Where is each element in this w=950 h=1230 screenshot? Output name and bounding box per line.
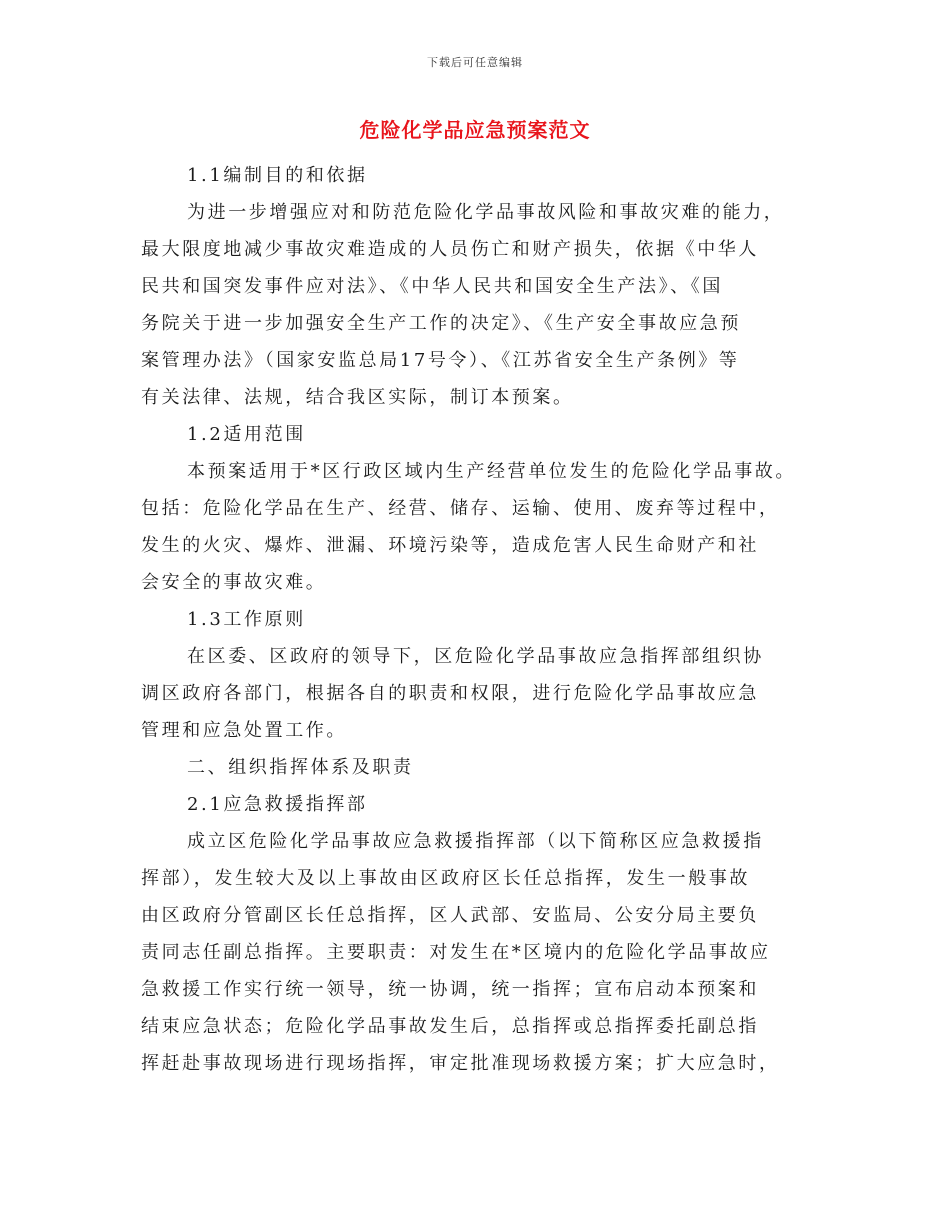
paragraph-line: 调区政府各部门，根据各自的职责和权限，进行危险化学品事故应急 (141, 683, 759, 704)
header-note: 下载后可任意编辑 (427, 56, 523, 69)
document-body (141, 157, 813, 1082)
paragraph-line: 成立区危险化学品事故应急救援指挥部（以下简称区应急救援指 (187, 831, 764, 852)
paragraph-line: 责同志任副总指挥。主要职责：对发生在*区境内的危险化学品事故应 (141, 942, 771, 963)
paragraph-line: 会安全的事故灾难。 (141, 572, 327, 593)
paragraph-line: 民共和国突发事件应对法》、《中华人民共和国安全生产法》、《国 (141, 276, 723, 297)
paragraph-line: 急救援工作实行统一领导，统一协调，统一指挥；宣布启动本预案和 (141, 979, 759, 1000)
section-heading-1-3: 1.3工作原则 (187, 609, 306, 630)
section-heading-1-2: 1.2适用范围 (187, 424, 306, 445)
paragraph-line: 挥部），发生较大及以上事故由区政府区长任总指挥，发生一般事故 (141, 868, 750, 889)
paragraph-line: 挥赶赴事故现场进行现场指挥，审定批准现场救援方案；扩大应急时， (141, 1053, 780, 1074)
paragraph-line: 务院关于进一步加强安全生产工作的决定》、《生产安全事故应急预 (141, 313, 741, 334)
paragraph-line: 有关法律、法规，结合我区实际，制订本预案。 (141, 387, 574, 408)
paragraph-line: 发生的火灾、爆炸、泄漏、环境污染等，造成危害人民生命财产和社 (141, 535, 759, 556)
document-title: 危险化学品应急预案范文 (359, 118, 591, 142)
paragraph-line: 管理和应急处置工作。 (141, 720, 347, 741)
section-heading-2-1: 2.1应急救援指挥部 (187, 794, 368, 815)
section-heading-1-1: 1.1编制目的和依据 (187, 165, 368, 186)
paragraph-line: 在区委、区政府的领导下，区危险化学品事故应急指挥部组织协 (187, 646, 764, 667)
paragraph-line: 案管理办法》（国家安监总局17号令）、《江苏省安全生产条例》等 (141, 350, 740, 371)
paragraph-line: 本预案适用于*区行政区域内生产经营单位发生的危险化学品事故。 (187, 461, 796, 482)
paragraph-line: 由区政府分管副区长任总指挥，区人武部、安监局、公安分局主要负 (141, 905, 759, 926)
paragraph-line: 结束应急状态；危险化学品事故发生后，总指挥或总指挥委托副总指 (141, 1016, 759, 1037)
paragraph-line: 为进一步增强应对和防范危险化学品事故风险和事故灾难的能力， (187, 202, 785, 223)
section-heading-2: 二、组织指挥体系及职责 (187, 757, 414, 778)
paragraph-line: 包括：危险化学品在生产、经营、储存、运输、使用、废弃等过程中， (141, 498, 780, 519)
paragraph-line: 最大限度地减少事故灾难造成的人员伤亡和财产损失，依据《中华人 (141, 239, 759, 260)
